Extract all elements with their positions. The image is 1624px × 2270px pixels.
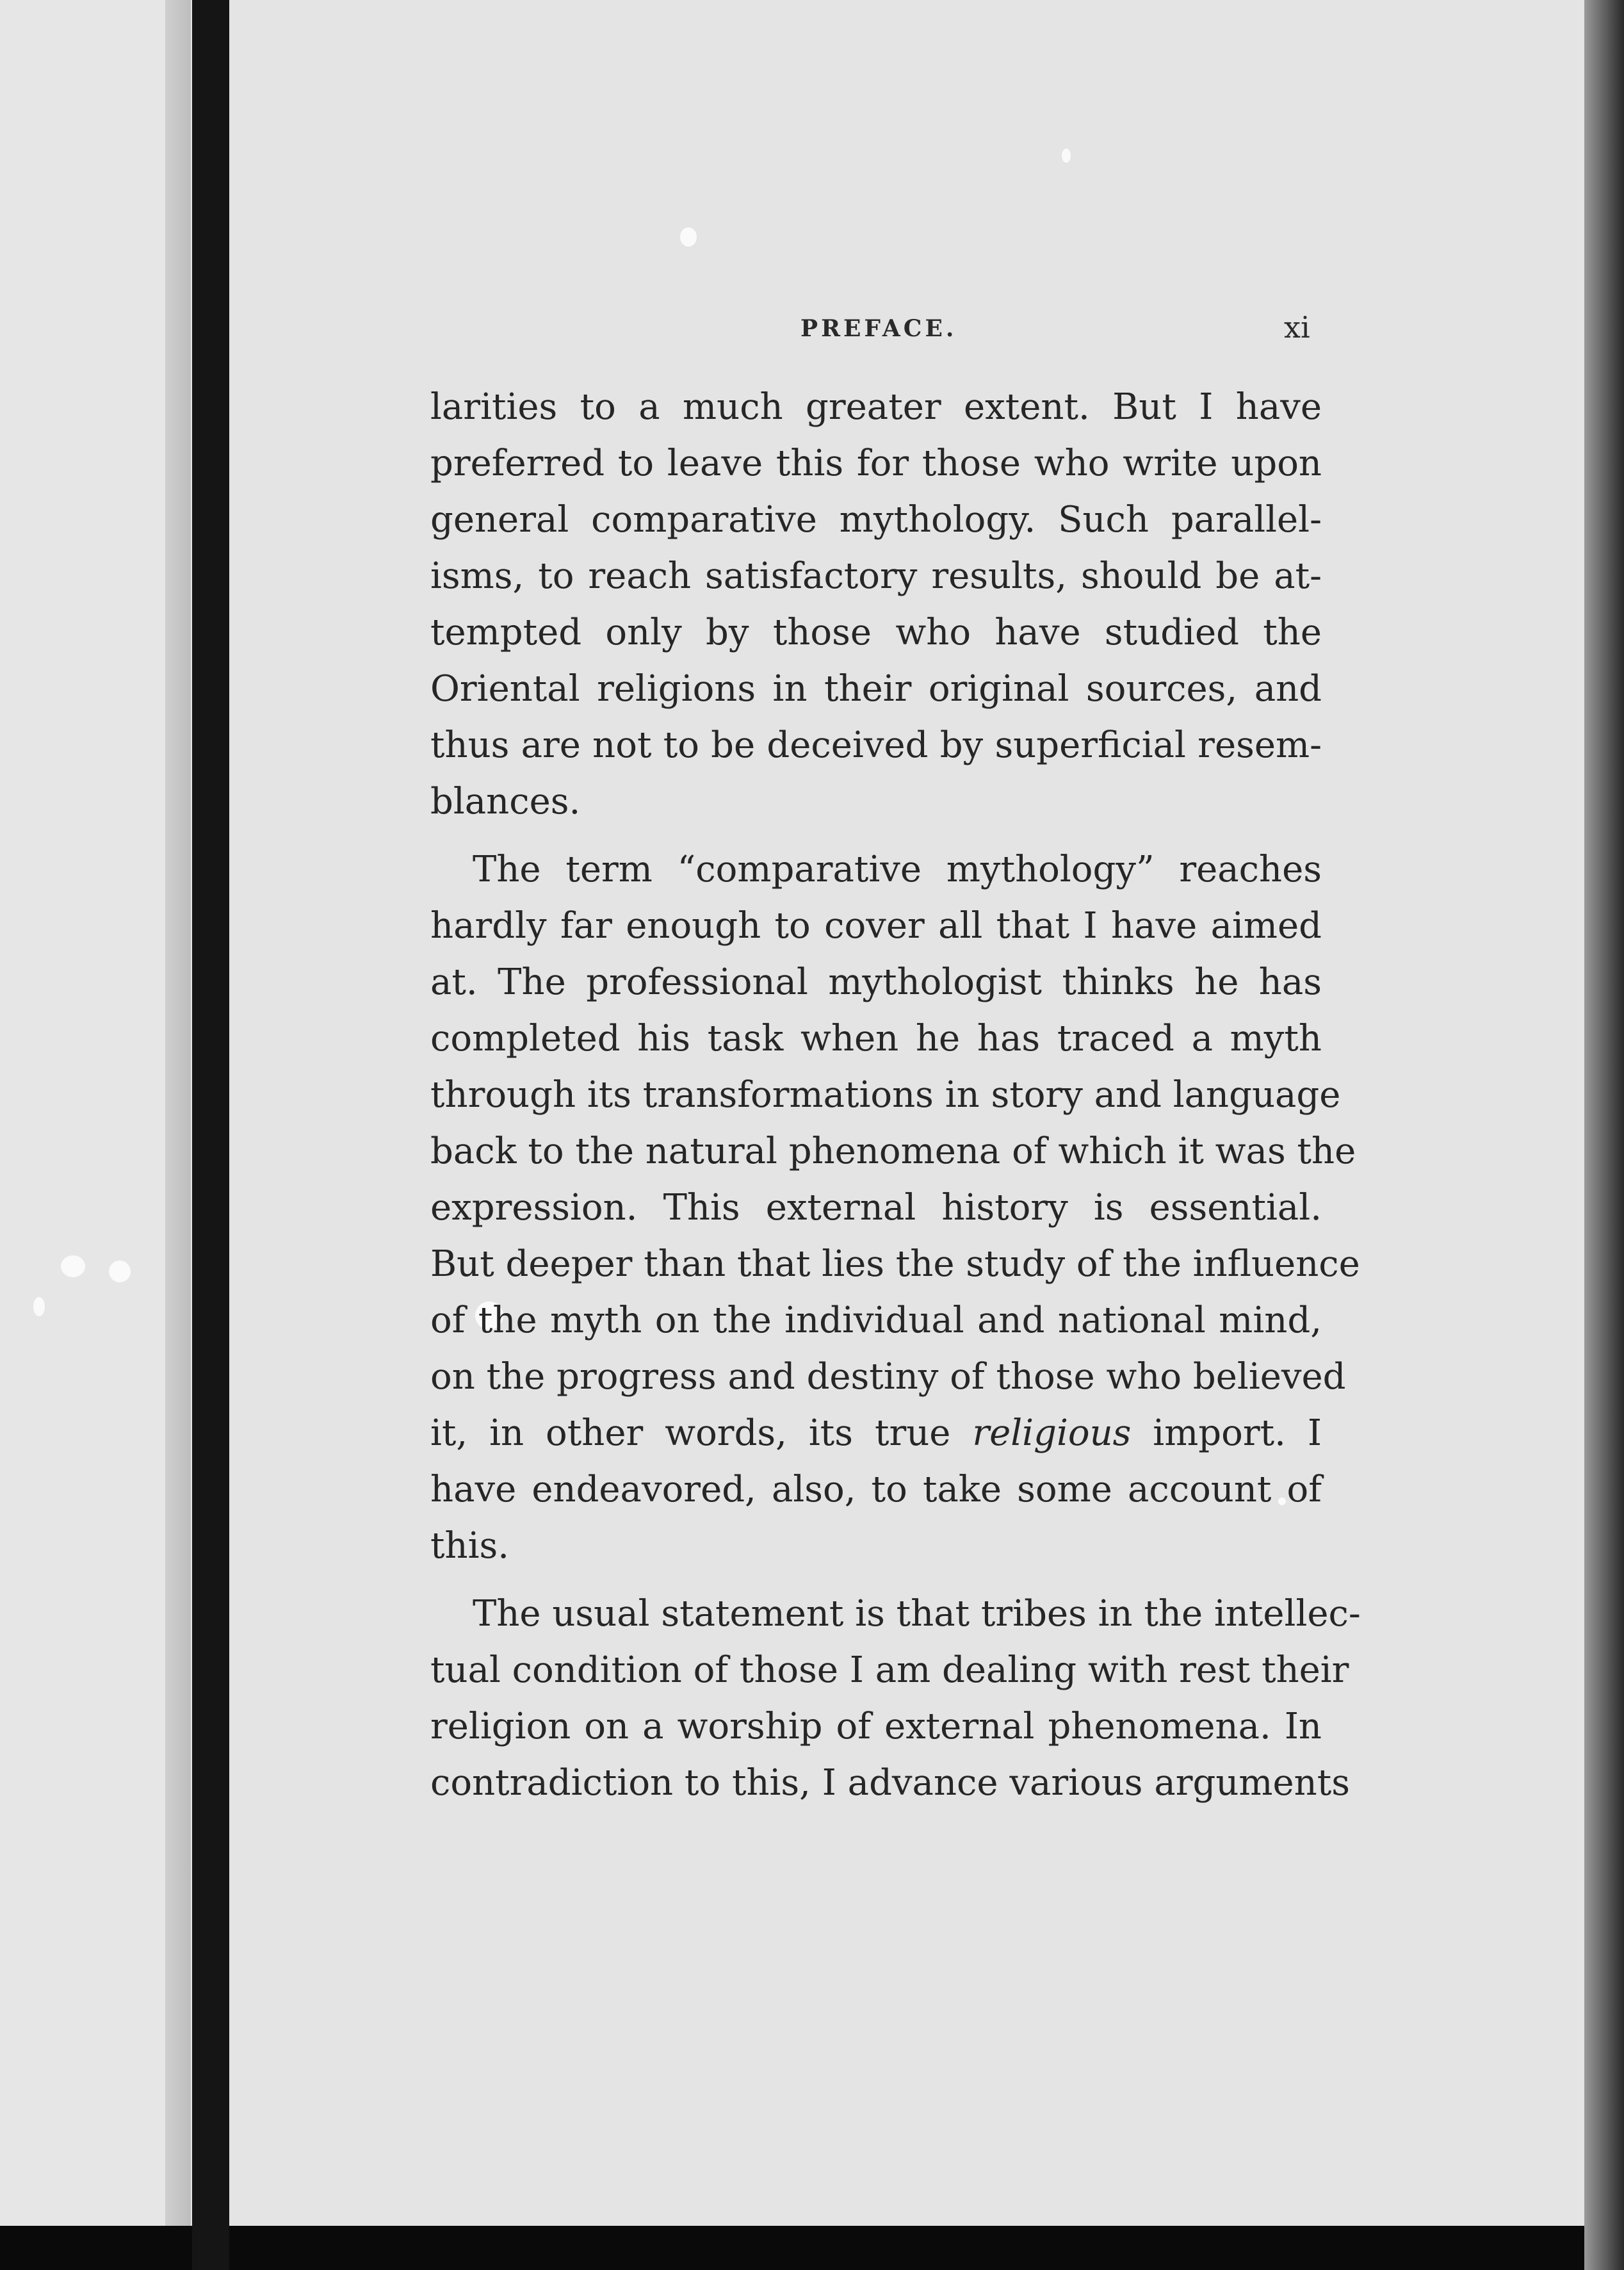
text-line: on the progress and destiny of those who believed bbox=[430, 1356, 1346, 1398]
text-line: back to the natural phenomena of which it was the bbox=[430, 1131, 1356, 1172]
page-right-edge bbox=[1584, 0, 1624, 2270]
paragraph-2 bbox=[430, 842, 1360, 1574]
text-line: expression. This external history is essential. bbox=[430, 1187, 1322, 1229]
facing-page-edge bbox=[0, 0, 192, 2226]
page-number: xi bbox=[1284, 310, 1310, 345]
text-line: through its transformations in story and language bbox=[430, 1074, 1341, 1116]
text-line-with-italic bbox=[430, 1405, 1322, 1462]
dust-speck bbox=[680, 227, 697, 247]
paragraph-1 bbox=[430, 379, 1322, 830]
italic-word: religious bbox=[972, 1412, 1132, 1454]
book-gutter bbox=[192, 0, 229, 2270]
running-head: PREFACE. bbox=[800, 315, 957, 342]
text-segment: it, in other words, its true bbox=[430, 1412, 951, 1454]
text-line: thus are not to be deceived by superficial resem- bbox=[430, 724, 1322, 766]
text-line: this. bbox=[430, 1525, 510, 1567]
dust-speck bbox=[109, 1261, 131, 1282]
text-line: blances. bbox=[430, 781, 581, 822]
text-line: general comparative mythology. Such parallel- bbox=[430, 499, 1322, 541]
text-line: tempted only by those who have studied the bbox=[430, 612, 1322, 653]
body-text bbox=[430, 379, 1361, 1811]
text-line: completed his task when he has traced a myth bbox=[430, 1018, 1322, 1059]
text-line: Oriental religions in their original sources, and bbox=[430, 668, 1322, 710]
dust-speck bbox=[61, 1255, 85, 1277]
text-line: But deeper than that lies the study of the influence bbox=[430, 1243, 1360, 1285]
text-line: The usual statement is that tribes in the intellec- bbox=[473, 1593, 1361, 1635]
dust-speck bbox=[1062, 149, 1071, 163]
text-line: have endeavored, also, to take some account of bbox=[430, 1469, 1322, 1510]
text-line: isms, to reach satisfactory results, should be at- bbox=[430, 555, 1322, 597]
text-line: of the myth on the individual and national mind, bbox=[430, 1300, 1322, 1341]
text-line: The term “comparative mythology” reaches bbox=[473, 849, 1322, 890]
text-line: at. The professional mythologist thinks he has bbox=[430, 961, 1322, 1003]
text-line: preferred to leave this for those who write upon bbox=[430, 443, 1322, 484]
text-line: contradiction to this, I advance various arguments bbox=[430, 1762, 1350, 1804]
text-line: tual condition of those I am dealing with rest their bbox=[430, 1649, 1349, 1691]
text-line: religion on a worship of external phenomena. In bbox=[430, 1706, 1322, 1747]
text-line: larities to a much greater extent. But I have bbox=[430, 386, 1322, 428]
dust-speck bbox=[33, 1297, 45, 1316]
text-segment: import. I bbox=[1131, 1412, 1322, 1454]
text-line: hardly far enough to cover all that I have aimed bbox=[430, 905, 1322, 947]
paragraph-3 bbox=[430, 1586, 1361, 1811]
